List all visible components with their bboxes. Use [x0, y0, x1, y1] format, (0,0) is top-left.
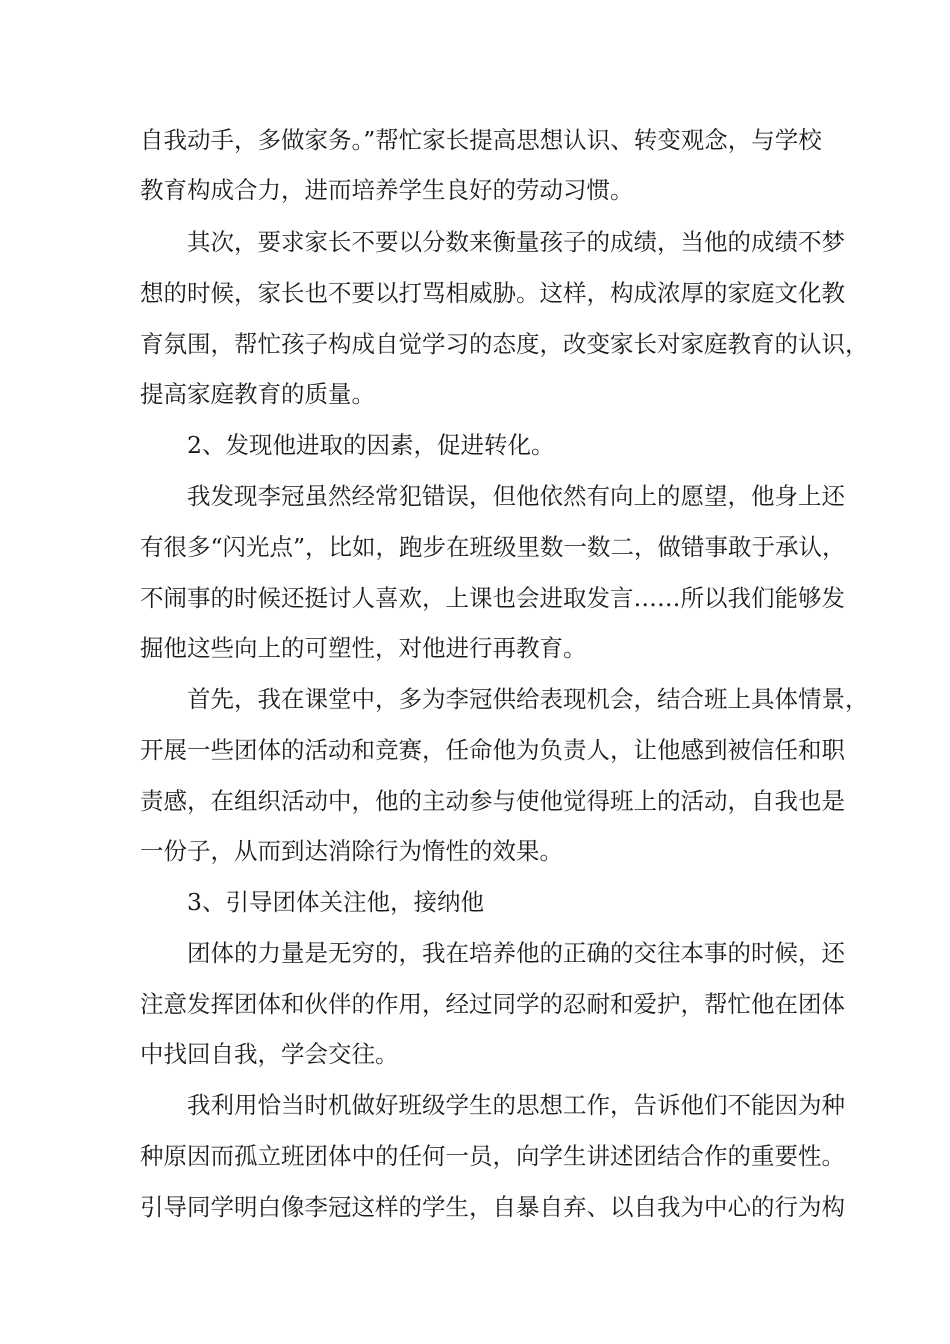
- paragraph-line: 我利用恰当时机做好班级学生的思想工作，告诉他们不能因为种: [187, 1091, 845, 1119]
- paragraph-line: 不闹事的时候还挺讨人喜欢，上课也会进取发言……所以我们能够发: [140, 584, 845, 612]
- paragraph-line: 其次，要求家长不要以分数来衡量孩子的成绩，当他的成绩不梦: [187, 228, 845, 256]
- paragraph-line: 一份子，从而到达消除行为惰性的效果。: [140, 837, 563, 865]
- paragraph-line: 注意发挥团体和伙伴的作用，经过同学的忍耐和爱护，帮忙他在团体: [140, 990, 845, 1018]
- paragraph-line: 首先，我在课堂中，多为李冠供给表现机会，结合班上具体情景，: [187, 685, 869, 713]
- paragraph-line: 育氛围，帮忙孩子构成自觉学习的态度，改变家长对家庭教育的认识，: [140, 330, 869, 358]
- paragraph-line: 种原因而孤立班团体中的任何一员，向学生讲述团结合作的重要性。: [140, 1142, 845, 1170]
- section-heading: 3、引导团体关注他，接纳他: [187, 888, 484, 916]
- paragraph-line: 有很多“闪光点”，比如，跑步在班级里数一数二，做错事敢于承认，: [140, 533, 846, 561]
- paragraph-line: 中找回自我，学会交往。: [140, 1040, 399, 1068]
- paragraph-line: 责感，在组织活动中，他的主动参与使他觉得班上的活动，自我也是: [140, 787, 845, 815]
- paragraph-line: 教育构成合力，进而培养学生良好的劳动习惯。: [140, 176, 634, 204]
- paragraph-line: 开展一些团体的活动和竞赛，任命他为负责人，让他感到被信任和职: [140, 736, 845, 764]
- paragraph-line: 我发现李冠虽然经常犯错误，但他依然有向上的愿望，他身上还: [187, 482, 845, 510]
- paragraph-line: 团体的力量是无穷的，我在培养他的正确的交往本事的时候，还: [187, 939, 845, 967]
- paragraph-line: 引导同学明白像李冠这样的学生，自暴自弃、以自我为中心的行为构: [140, 1193, 845, 1221]
- paragraph-line: 提高家庭教育的质量。: [140, 380, 375, 408]
- section-heading: 2、发现他进取的因素，促进转化。: [187, 431, 555, 459]
- paragraph-line: 掘他这些向上的可塑性，对他进行再教育。: [140, 634, 587, 662]
- paragraph-line: 自我动手，多做家务。”帮忙家长提高思想认识、转变观念，与学校: [140, 126, 822, 154]
- paragraph-line: 想的时候，家长也不要以打骂相威胁。这样，构成浓厚的家庭文化教: [140, 279, 845, 307]
